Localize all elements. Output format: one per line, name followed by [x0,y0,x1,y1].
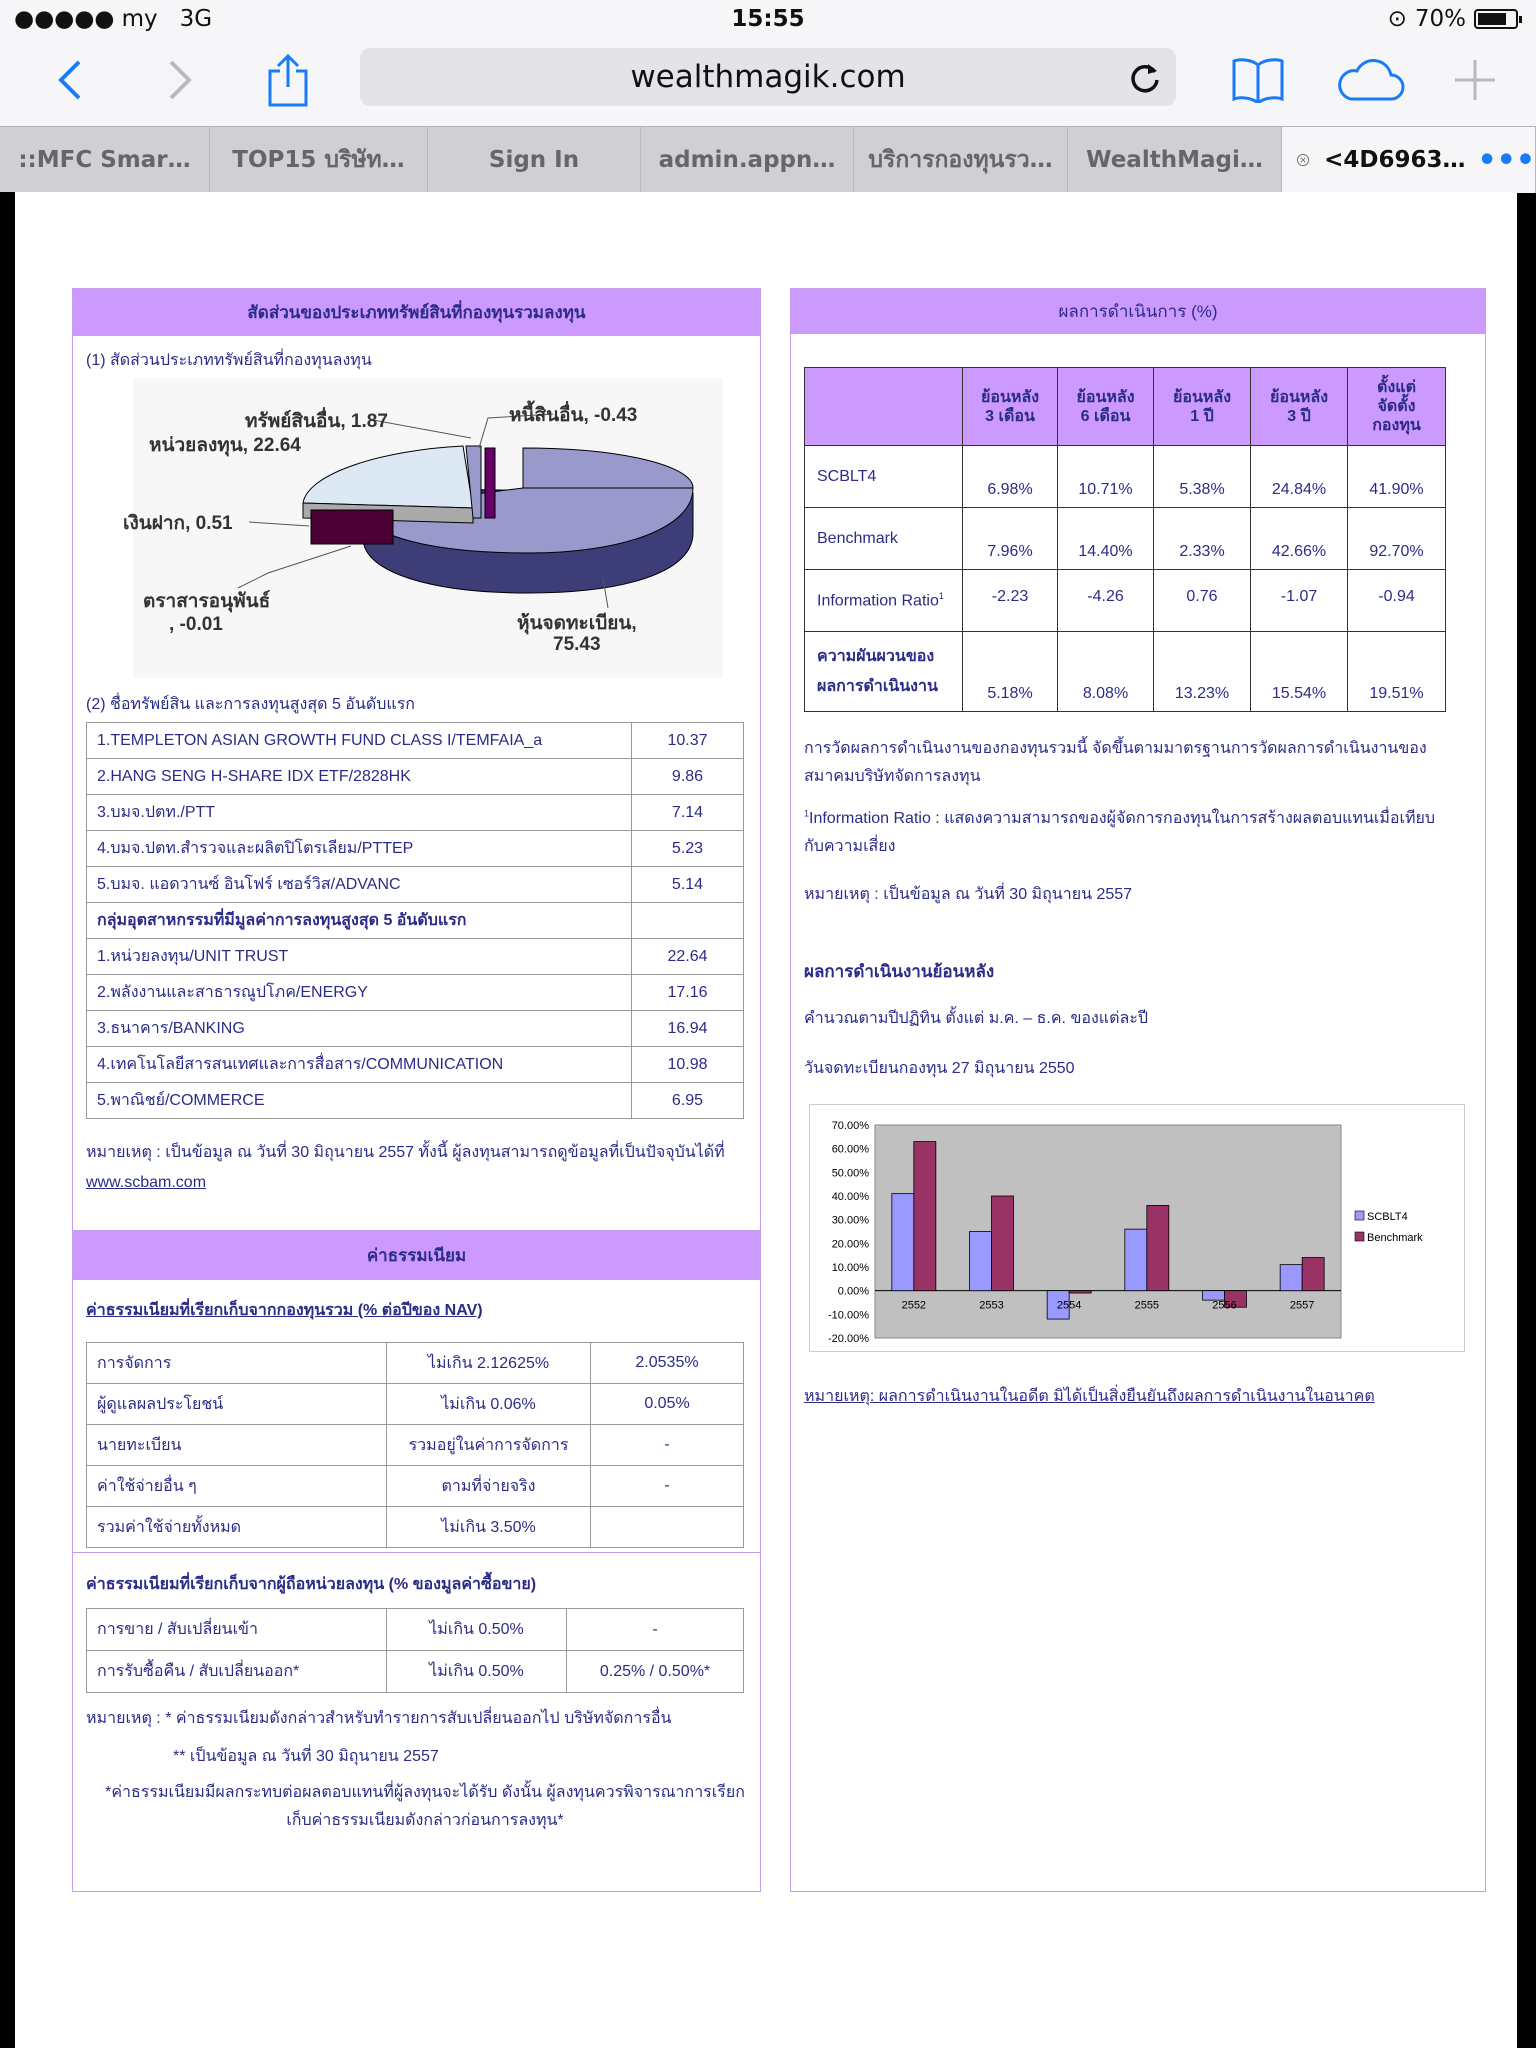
industry-heading: กลุ่มอุตสาหกรรมที่มีมูลค่าการลงทุนสูงสุด 5 อันดับแรก [87,903,632,939]
perf-col-inception: ตั้งแต่ จัดตั้ง กองทุน [1348,368,1446,446]
perf-col-6m: ย้อนหลัง 6 เดือน [1058,368,1154,446]
table-row: Information Ratio$^1$ -2.23 -4.26 0.76 -1.07 -0.94 [805,570,1446,632]
battery-icon [1474,9,1518,29]
table-row: 3.บมจ.ปตท./PTT 7.14 [87,795,744,831]
bar-chart-svg [810,1105,1466,1353]
y-tick-label: 60.00% [831,1143,869,1156]
table-row: รวมค่าใช้จ่ายทั้งหมด ไม่เกิน 3.50% [87,1507,744,1548]
share-button[interactable] [258,50,318,110]
share-icon [266,53,310,107]
top-holdings-table [86,722,744,1119]
tab-4[interactable]: admin.appn… [641,127,854,193]
table-row: ผู้ดูแลผลประโยชน์ ไม่เกิน 0.06% 0.05% [87,1384,744,1425]
chevron-left-icon [55,58,85,102]
table-row: 1.หน่วยลงทุน/UNIT TRUST 22.64 [87,939,744,975]
scbam-link[interactable]: www.scbam.com [86,1174,207,1191]
perf-text2b: กับความเสี่ยง [804,838,896,855]
perf-text2: Information Ratio : แสดงความสามารถของผู้จัดการกองทุนในการสร้างผลตอบแทนเมื่อเทียบ [809,810,1436,827]
asset-pie-chart [123,378,723,678]
table-row: การขาย / สับเปลี่ยนเข้า ไม่เกิน 0.50% - [87,1609,744,1651]
status-bar [0,0,1536,40]
bar-benchmark-2553 [992,1196,1014,1291]
tab-2[interactable]: TOP15 บริษัท… [210,127,428,193]
page-content [15,192,1517,2048]
rotation-lock-icon: ⊙ [1387,6,1407,32]
fees-note2: ** เป็นข้อมูล ณ วันที่ 30 มิถุนายน 2557 [173,1748,439,1765]
x-tick-label: 2554 [1056,1299,1082,1312]
bar-scblt4-2555 [1125,1229,1147,1291]
pie-slice-units [303,446,473,508]
bar-benchmark-2555 [1147,1205,1169,1290]
fund-fees-table [86,1342,744,1548]
reload-icon[interactable] [1128,60,1162,102]
close-tab-icon[interactable] [1296,145,1310,175]
perf-col-3m: ย้อนหลัง 3 เดือน [963,368,1058,446]
hist-sub: คำนวณตามปีปฏิทิน ตั้งแต่ ม.ค. – ธ.ค. ของแต่ละปี [804,1010,1149,1027]
new-tab-button[interactable] [1450,50,1500,110]
pie-slice-deposit [311,510,393,544]
alloc-header: สัดส่วนของประเภททรัพย์สินที่กองทุนรวมลงทุน [72,288,761,336]
perf-col-3y: ย้อนหลัง 3 ปี [1251,368,1348,446]
icloud-tabs-button[interactable] [1332,50,1408,110]
table-row: 3.ธนาคาร/BANKING 16.94 [87,1011,744,1047]
pie-label-other-liab: หนี้สินอื่น, -0.43 [509,405,638,426]
plot-area [875,1125,1341,1338]
legend-swatch [1355,1232,1364,1241]
bar-benchmark-2557 [1302,1258,1324,1291]
perf-text1: การวัดผลการดำเนินงานของกองทุนรวมนี้ จัดขึ้นตามมาตรฐานการวัดผลการดำเนินงานของ [804,740,1427,757]
y-tick-label: -10.00% [828,1309,869,1322]
table-row: การจัดการ ไม่เกิน 2.12625% 2.0535% [87,1343,744,1384]
table-row: 2.HANG SENG H-SHARE IDX ETF/2828HK 9.86 [87,759,744,795]
bar-scblt4-2553 [970,1232,992,1291]
reg-date: วันจดทะเบียนกองทุน 27 มิถุนายน 2550 [804,1060,1075,1077]
x-tick-label: 2556 [1212,1299,1237,1312]
alloc-note: หมายเหตุ : เป็นข้อมูล ณ วันที่ 30 มิถุนายน 2557 ทั้งนี้ ผู้ลงทุนสามารถดูข้อมูลที่เป็นปัจจุบันได้ที่ [86,1144,725,1161]
address-bar[interactable] [360,48,1176,106]
plus-icon [1453,58,1497,102]
fees-note3: *ค่าธรรมเนียมมีผลกระทบต่อผลตอบแทนที่ผู้ลงทุนจะได้รับ ดังนั้น ผู้ลงทุนควรพิจารณาการเรียก [105,1784,745,1801]
table-row: ความผันผวนของ ผลการดำเนินงาน 5.18% 8.08% 13.23% 15.54% 19.51% [805,632,1446,712]
hist-title: ผลการดำเนินงานย้อนหลัง [804,962,995,981]
y-tick-label: 70.00% [831,1120,869,1132]
bar-benchmark-2554 [1069,1291,1091,1293]
table-row: การรับซื้อคืน / สับเปลี่ยนออก* ไม่เกิน 0.50% 0.25% / 0.50%* [87,1651,744,1693]
pie-label-derivative-value: , -0.01 [169,614,223,635]
pie-label-stocks-value: 75.43 [553,634,601,655]
pie-slice-other-liab [485,448,495,518]
x-tick-label: 2555 [1134,1299,1160,1312]
table-row: 1.TEMPLETON ASIAN GROWTH FUND CLASS I/TEMFAIA_a 10.37 [87,723,744,759]
back-button[interactable] [40,50,100,110]
table-row: 2.พลังงานและสาธารณูปโภค/ENERGY 17.16 [87,975,744,1011]
clock: 15:55 [731,6,805,32]
book-icon [1231,57,1285,103]
tab-6[interactable]: WealthMagi… [1068,127,1282,193]
more-tabs-icon[interactable]: ••• [1477,142,1535,178]
carrier: ●●●●● my 3G [14,6,213,32]
x-tick-label: 2552 [901,1299,927,1312]
perf-text1b: สมาคมบริษัทจัดการลงทุน [804,768,981,785]
pie-label-stocks: หุ้นจดทะเบียน, [517,613,637,634]
table-row [87,903,744,939]
fees-note1: หมายเหตุ : * ค่าธรรมเนียมดังกล่าวสำหรับทำรายการสับเปลี่ยนออกไป บริษัทจัดการอื่น [86,1710,672,1727]
browser-toolbar [0,40,1536,126]
y-tick-label: 40.00% [831,1191,869,1203]
tab-active[interactable]: <4D6963… ••• [1282,127,1536,193]
pie-label-units: หน่วยลงทุน, 22.64 [149,435,301,456]
tab-3[interactable]: Sign In [428,127,641,193]
perf-disclaimer: หมายเหตุ: ผลการดำเนินงานในอดีต มิได้เป็นสิ่งยืนยันถึงผลการดำเนินงานในอนาคต [804,1388,1375,1405]
table-row: Benchmark 7.96% 14.40% 2.33% 42.66% 92.70% [805,508,1446,570]
table-row: นายทะเบียน รวมอยู่ในค่าการจัดการ - [87,1425,744,1466]
legend-label: SCBLT4 [1367,1211,1408,1223]
y-tick-label: 50.00% [831,1167,869,1180]
y-tick-label: 10.00% [831,1262,869,1274]
ir-footnote-mark: 1 [804,808,810,819]
bar-scblt4-2557 [1280,1265,1302,1291]
perf-note: หมายเหตุ : เป็นข้อมูล ณ วันที่ 30 มิถุนายน 2557 [804,886,1133,903]
tab-1[interactable]: ::MFC Smar… [0,127,210,193]
divider [72,1552,761,1553]
performance-table [804,367,1446,712]
tab-bar [0,126,1536,192]
holder-fees-table [86,1608,744,1693]
pie-label-other-assets: ทรัพย์สินอื่น, 1.87 [245,411,388,432]
cloud-icon [1335,59,1405,101]
fund-fees-title: ค่าธรรมเนียมที่เรียกเก็บจากกองทุนรวม (% ต่อปีของ NAV) [86,1302,483,1319]
tab-5[interactable]: บริการกองทุนรว… [854,127,1068,193]
holder-fees-title: ค่าธรรมเนียมที่เรียกเก็บจากผู้ถือหน่วยลงทุน (% ของมูลค่าซื้อขาย) [86,1576,537,1593]
y-tick-label: 30.00% [831,1214,869,1227]
alloc-sub1: (1) สัดส่วนประเภททรัพย์สินที่กองทุนลงทุน [86,352,372,369]
y-tick-label: 0.00% [837,1285,869,1298]
legend-label: Benchmark [1367,1232,1423,1244]
bar-benchmark-2552 [914,1142,936,1291]
url-text: wealthmagik.com [630,59,906,95]
battery-percent: 70% [1414,6,1466,32]
fees-note4: เก็บค่าธรรมเนียมดังกล่าวก่อนการลงทุน* [286,1812,564,1829]
pie-label-derivative: ตราสารอนุพันธ์ [143,591,271,612]
y-tick-label: -20.00% [828,1333,869,1345]
chevron-right-icon [165,58,195,102]
history-bar-chart [809,1104,1465,1352]
table-row: 4.เทคโนโลยีสารสนเทศและการสื่อสาร/COMMUNICATION 10.98 [87,1047,744,1083]
fees-header: ค่าธรรมเนียม [72,1230,761,1280]
table-row: 5.พาณิชย์/COMMERCE 6.95 [87,1083,744,1119]
forward-button[interactable] [150,50,210,110]
table-row: SCBLT4 6.98% 10.71% 5.38% 24.84% 41.90% [805,446,1446,508]
table-row: 5.บมจ. แอดวานซ์ อินโฟร์ เซอร์วิส/ADVANC 5.14 [87,867,744,903]
x-tick-label: 2557 [1289,1299,1315,1312]
y-tick-label: 20.00% [831,1238,869,1251]
battery-status [1388,6,1518,32]
legend-swatch [1355,1211,1364,1220]
alloc-sub2: (2) ชื่อทรัพย์สิน และการลงทุนสูงสุด 5 อันดับแรก [86,696,415,713]
perf-col-1y: ย้อนหลัง 1 ปี [1154,368,1251,446]
pie-label-deposit: เงินฝาก, 0.51 [123,513,233,534]
bar-scblt4-2552 [892,1194,914,1291]
table-row: ค่าใช้จ่ายอื่น ๆ ตามที่จ่ายจริง - [87,1466,744,1507]
x-tick-label: 2553 [979,1299,1004,1312]
bookmarks-button[interactable] [1226,50,1290,110]
table-row: 4.บมจ.ปตท.สำรวจและผลิตปิโตรเลียม/PTTEP 5.23 [87,831,744,867]
perf-header: ผลการดำเนินการ (%) [790,288,1486,334]
